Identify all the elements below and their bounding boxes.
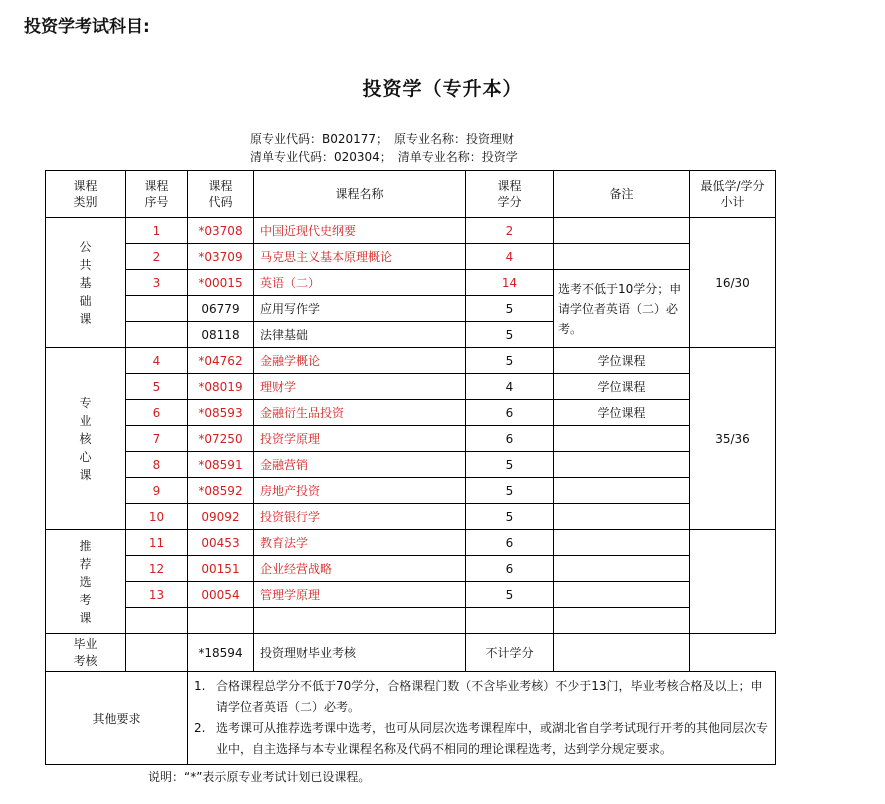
course-seq — [126, 296, 188, 322]
course-name: 投资学原理 — [254, 426, 466, 452]
table-row — [46, 400, 776, 426]
course-note — [554, 530, 690, 556]
course-code: *08592 — [188, 478, 254, 504]
course-note — [554, 556, 690, 582]
table-row — [46, 218, 776, 244]
course-credit: 6 — [466, 400, 554, 426]
group-min-credit: 35/36 — [690, 348, 776, 530]
course-note: 学位课程 — [554, 348, 690, 374]
col-header-code: 课程代码 — [188, 171, 254, 218]
course-credit: 5 — [466, 478, 554, 504]
course-seq: 3 — [126, 270, 188, 296]
course-seq: 5 — [126, 374, 188, 400]
course-code: 06779 — [188, 296, 254, 322]
course-seq — [126, 322, 188, 348]
course-seq: 1 — [126, 218, 188, 244]
course-name: 应用写作学 — [254, 296, 466, 322]
category-label: 毕业考核 — [73, 636, 98, 668]
table-row — [46, 374, 776, 400]
course-code: 00151 — [188, 556, 254, 582]
list-major-code-line: 清单专业代码：020304； 清单专业名称：投资学 — [250, 150, 518, 164]
table-row — [46, 504, 776, 530]
course-credit: 6 — [466, 530, 554, 556]
course-note — [554, 218, 690, 244]
course-credit: 5 — [466, 322, 554, 348]
course-code — [188, 608, 254, 634]
major-codes — [250, 130, 590, 166]
category-label: 专业核心课 — [79, 395, 92, 482]
table-row — [46, 634, 776, 672]
course-credit: 6 — [466, 556, 554, 582]
course-credit: 14 — [466, 270, 554, 296]
table-row — [46, 348, 776, 374]
course-name: 法律基础 — [254, 322, 466, 348]
course-credit: 5 — [466, 504, 554, 530]
course-note — [554, 478, 690, 504]
table-row — [46, 478, 776, 504]
col-header-name: 课程名称 — [254, 171, 466, 218]
table-row — [46, 452, 776, 478]
course-seq: 9 — [126, 478, 188, 504]
table-row — [46, 556, 776, 582]
other-requirements-content — [188, 672, 776, 765]
course-note — [554, 634, 690, 672]
course-code: 08118 — [188, 322, 254, 348]
course-note: 学位课程 — [554, 400, 690, 426]
course-credit: 4 — [466, 374, 554, 400]
category-recommended — [46, 530, 126, 634]
group-min-credit: 16/30 — [690, 218, 776, 348]
course-code: *08591 — [188, 452, 254, 478]
course-name: 投资理财毕业考核 — [254, 634, 466, 672]
course-code: *08019 — [188, 374, 254, 400]
course-name: 管理学原理 — [254, 582, 466, 608]
course-seq: 13 — [126, 582, 188, 608]
course-seq: 8 — [126, 452, 188, 478]
curriculum-table — [45, 170, 776, 765]
page-heading: 投资学考试科目: — [24, 17, 150, 37]
course-seq — [126, 634, 188, 672]
course-code: *03708 — [188, 218, 254, 244]
course-note — [554, 582, 690, 608]
course-note: 学位课程 — [554, 374, 690, 400]
course-code: 00453 — [188, 530, 254, 556]
col-header-seq: 课程序号 — [126, 171, 188, 218]
course-credit: 2 — [466, 218, 554, 244]
course-credit — [466, 608, 554, 634]
group-note: 选考不低于10学分；申请学位者英语（二）必考。 — [554, 270, 690, 348]
course-code: *08593 — [188, 400, 254, 426]
course-credit: 6 — [466, 426, 554, 452]
category-core — [46, 348, 126, 530]
course-name: 投资银行学 — [254, 504, 466, 530]
course-code: *04762 — [188, 348, 254, 374]
course-seq: 4 — [126, 348, 188, 374]
course-credit: 5 — [466, 582, 554, 608]
course-note — [554, 452, 690, 478]
course-seq: 12 — [126, 556, 188, 582]
course-name: 金融营销 — [254, 452, 466, 478]
original-major-code-line: 原专业代码：B020177； 原专业名称：投资理财 — [250, 132, 515, 146]
course-seq: 6 — [126, 400, 188, 426]
table-row — [46, 608, 776, 634]
course-note — [554, 244, 690, 270]
course-seq — [126, 608, 188, 634]
document-title: 投资学（专升本） — [362, 78, 523, 100]
table-row — [46, 244, 776, 270]
requirement-item: 1. 合格课程总学分不低于70学分，合格课程门数（不含毕业考核）不少于13门，毕业考核合格及以上；申请学位者英语（二）必考。 — [194, 679, 763, 714]
table-row — [46, 426, 776, 452]
course-note — [554, 504, 690, 530]
course-seq: 11 — [126, 530, 188, 556]
requirement-item: 2. 选考课可从推荐选考课中选考，也可从同层次选考课程库中，或湖北省自学考试现行开考的其他同层次专业中，自主选择与本专业课程名称及代码不相同的理论课程选考，达到学分规定要求。 — [194, 721, 769, 756]
course-seq: 10 — [126, 504, 188, 530]
category-label: 推荐选考课 — [79, 538, 92, 625]
col-header-note: 备注 — [554, 171, 690, 218]
footnote: 说明：“*”表示原专业考试计划已设课程。 — [148, 770, 371, 784]
other-requirements-label: 其他要求 — [46, 672, 188, 765]
course-credit: 5 — [466, 452, 554, 478]
course-code: 00054 — [188, 582, 254, 608]
table-header-row — [46, 171, 776, 218]
col-header-category: 课程类别 — [46, 171, 126, 218]
course-code: *18594 — [188, 634, 254, 672]
course-name: 金融学概论 — [254, 348, 466, 374]
course-note — [554, 426, 690, 452]
course-code: *00015 — [188, 270, 254, 296]
col-header-credit: 课程学分 — [466, 171, 554, 218]
category-label: 公共基础课 — [79, 239, 92, 326]
table-row — [46, 530, 776, 556]
course-note — [554, 608, 690, 634]
group-min-credit — [690, 530, 776, 634]
course-name: 房地产投资 — [254, 478, 466, 504]
course-name: 企业经营战略 — [254, 556, 466, 582]
course-credit: 不计学分 — [466, 634, 554, 672]
course-credit: 5 — [466, 348, 554, 374]
category-public — [46, 218, 126, 348]
course-name: 中国近现代史纲要 — [254, 218, 466, 244]
course-code: *03709 — [188, 244, 254, 270]
table-row — [46, 582, 776, 608]
other-requirements-row — [46, 672, 776, 765]
course-name: 理财学 — [254, 374, 466, 400]
col-header-min: 最低学/学分小计 — [690, 171, 776, 218]
course-seq: 7 — [126, 426, 188, 452]
course-credit: 4 — [466, 244, 554, 270]
course-name — [254, 608, 466, 634]
course-credit: 5 — [466, 296, 554, 322]
course-code: *07250 — [188, 426, 254, 452]
course-seq: 2 — [126, 244, 188, 270]
course-name: 金融衍生品投资 — [254, 400, 466, 426]
course-name: 英语（二） — [254, 270, 466, 296]
course-name: 马克思主义基本原理概论 — [254, 244, 466, 270]
course-name: 教育法学 — [254, 530, 466, 556]
course-code: 09092 — [188, 504, 254, 530]
category-graduation — [46, 634, 126, 672]
table-row — [46, 270, 776, 296]
